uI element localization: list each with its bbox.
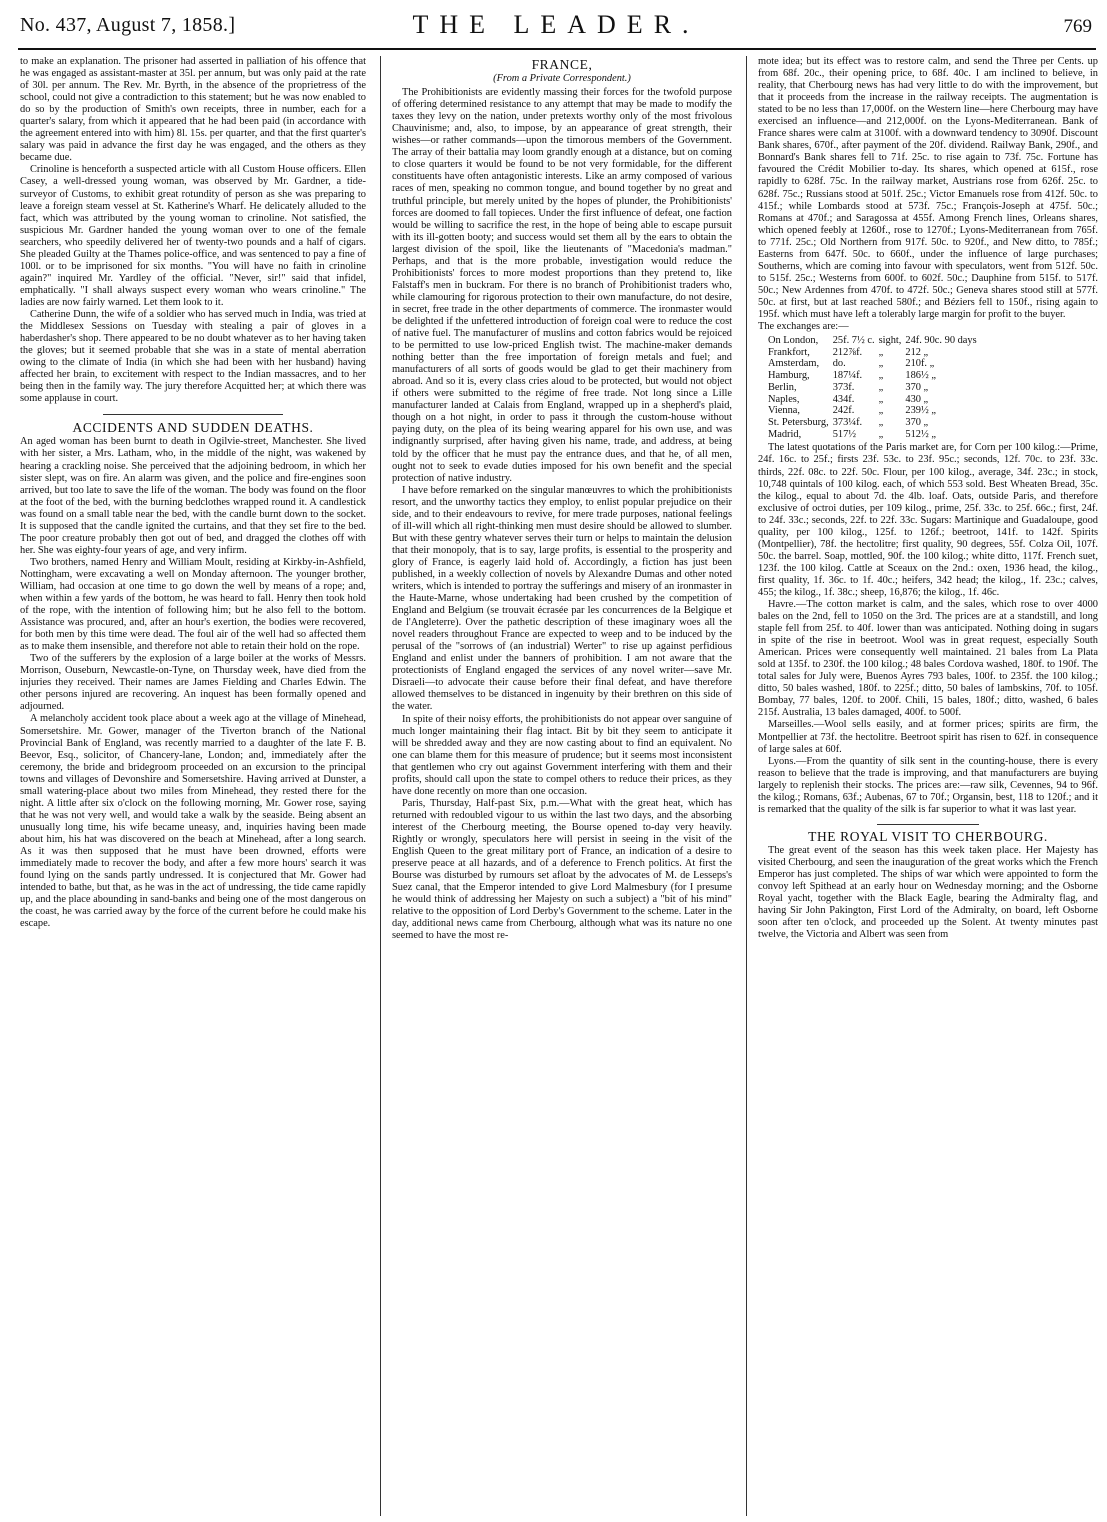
table-cell: 370 „ [905,417,929,428]
article-paragraph: The Prohibitionists are evidently massing their forces for the twofold purpose of offering determined resistance to any attempt that may be made to modify the taxes they levy on the nation, under pretexts worthy only of the most frivolous Chauvinisme; and, also, to impose, by an appearance of great strength, their wishes—or rather commands—upon the timorous members of the Government. The array of their battalia may loom grandly enough at a distance, but on coming to close quarters it would be found to be not very formidable, for the different constituents have often antagonistic interests. Like an army composed of various races of men, speaking no common tongue, and bound together by no great and truthful principle, but merely united by the hopes of plunder, the Prohibitionists' forces are doomed to fall topieces. Under the first influence of defeat, one faction would be willing to sacrifice the rest, in the hope of being able to escape pursuit with its ill-gotten booty; and success would set them all by the ears to obtain the largest division of the spoil, like the lieutenants of "Macedonia's madman." Perhaps, and that is the more probable, investigation would reduce the Prohibitionists' forces to more modest proportions than they pretend to, like Falstaff's men in buckram. For there is no branch of Prohibitionist traders who, while clamouring for rigorous protection to their own manufacture, do not desire, in secret, free trade in the other departments of commerce. The ironmaster would be delighted if the unfettered introduction of foreign coal were to reduce the cost of native fuel. The manufacturer of muslins and cotton fabrics would be rejoiced to be permitted to use low-priced English twist. The machine-maker demands nothing better than the free importation of foreign metals and fuel; and manufacturers of all sorts of goods would be glad to get their machinery from abroad. And so it is, every class cries aloud to be protected, but would not object if others were submitted to the régime of free trade. Not long since a Lille manufacturer landed at Calais from England, wrapped up in a shepherd's plaid, though on a hot night, in order to pass it through the custom-house without paying duty, on the plea of its being wearing apparel for his own use, and was indignantly surprised, after having given his name, trade, and address, at being told by the officer that he must pay the entrance dues, and that he, of all men, ought not to seek to evade duties imposed for his own benefit and the special protection of native industry. [392,87,732,484]
column-rule-1 [380,56,381,1516]
section-divider [877,824,979,825]
table-cell: 370 „ [905,381,929,393]
table-cell: 430 „ [905,393,929,405]
table-cell: On London, [768,335,819,347]
table-cell: 242f. [832,405,855,417]
article-paragraph: Havre.—The cotton market is calm, and the sales, which rose to over 4000 bales on the 2nd, fell to 1050 on the 3rd. The prices are at a standstill, and long staple fell from 25f. to 40f. lower than was anticipated. Nothing doing in sugars in spite of the rise in beetroot. Wool was in great request, especially South American. Prices were consequently well maintained. 21 bales from La Plata sold at 135f. to 230f. the 100 kilog.; 48 bales Cordova washed, 180f. to 190f. The total sales for July were, Buenos Ayres 793 bales, 100f. to 235f. the 100 kilog.; ditto, 50 bales washed, 180f. to 225f.; ditto, 50 bales of lambskins, 70f. to 105f. Bombay, 77 bales, 120f. to 200f. Chili, 15 bales, 180f.; ditto, washed, 6 bales 215f. Australia, 13 bales damaged, 400f. to 500f. [758,599,1098,719]
article-paragraph: The latest quotations of the Paris market are, for Corn per 100 kilog.:—Prime, 24f. 16c. to 25f.; firsts 23f. 53c. to 23f. 95c.; seconds, 12f. 70c. to 23f. 33c. thirds, 22f. 08c. to 22f. 50c. Flour, per 100 kilog., average, 34f. 23c.; in stock, 10,748 quintals of 100 kilog. each, of which 553 sold. Best Wheaten Bread, 35c. the kilog., equal to about 7d. the 4lb. loaf. Oats, outside Paris, and therefore exclusive of octroi duties, per 109 kilog., prime, 25f. 33c. to 25f. 66c.; first, 24f. to 24f. 33c.; seconds, 22f. to 22f. 33c. Sugars: Martinique and Guadaloupe, good quality, per 100 kilog., 125f. to 126f.; beetroot, 141f. to 142f. Spirits (Montpellier), 78f. the hectolitre; first quality, 90 degrees, 55f. Colza Oil, 107f. 50c. the barrel. Soap, mottled, 90f. the 100 kilog.; white ditto, 117f. French suet, 123f. the 100 kilog. Cattle at Sceaux on the 2nd.: oxen, 1936 head, the kilog., first quality, 1f. 36c. to 1f. 40c.; heifers, 342 head; the kilog., 1f. 23c.; calves, 455; the kilog., 1f. 38c.; sheep, 16,876; the kilog., 1f. 46c. [758,442,1098,598]
article-paragraph: Crinoline is henceforth a suspected article with all Custom House officers. Ellen Casey, a well-dressed young woman, was observed by Mr. Gardner, a tide-surveyor of Customs, to exhibit great rotundity of person as she was preparing to leave a foreign steam vessel at St. Katherine's Wharf. He delicately alluded to the fact, which was attributed by the young woman to crinoline. Not satisfied, the suspicious Mr. Gardner handed the young woman over to one of the female searchers, who speedily delivered her of twenty-two pounds and a half of cigars. She pleaded Guilty at the Thames police-office, and was sentenced to pay a fine of 100l. or to be imprisoned for six months. "You will have no faith in crinoline again?" inquired Mr. Yardley of the official. "Never, sir!" said that infidel, emphatically. "I shall always suspect every woman who wears crinoline." The ladies are now fairly warned. Let them look to it. [20,164,366,308]
table-row [768,382,981,394]
article-paragraph: The great event of the season has this week taken place. Her Majesty has visited Cherbourg, and seen the inauguration of the great works which the French Emperor has just completed. The ships of war which were appointed to form the convoy left Spithead at an early hour on Wednesday morning; and the Osborne Royal yacht, together with the Black Eagle, bearing the Admiralty flag, and having Sir John Pakington, First Lord of the Admiralty, on board, left Osborne soon after ten o'clock, and proceeded up the Solent. At twenty minutes past twelve, the Victoria and Albert was seen from [758,844,1098,941]
table-cell: Berlin, [768,381,797,393]
section-heading: FRANCE, [531,57,593,72]
table-cell: Vienna, [768,405,800,417]
article-paragraph: I have before remarked on the singular manœuvres to which the prohibitionists resort, and the unworthy tactics they employ, to enlist popular prejudice on their side, and to their endeavours to revive, for mere trade purposes, national feelings of ill-will which all right-thinking men must desire should be allowed to slumber. But with these gentry whatever serves their turn or helps to maintain the delusion that their monopoly, that is to say, large profits, is essential to the prosperity and glory of France, is eagerly laid hold of. Accordingly, a fiction has just been published, in a weekly collection of novels by Alexandre Dumas and other noted writers, which is intended to portray the sufferings and misery of an ironmaster in the Haute-Marne, whose undertaking had been crushed by the competition of England and Belgium (se trouvait écrasée par les concurrences de la Belgique et de l'Angleterre). Over the pathetic description of these imaginary woes all the novel readers throughout France are expected to weep and to be induced by the perusal of the "sorrows of (an industrial) Werter" to rise up against perfidious England and enlist under the banners of prohibition. I am not aware that the protectionists of England engaged the services of any novel writer—save Mr. Disraeli—to advocate their cause before their final defeat, and have therefore allowed themselves to be distanced in ingenuity by their brethren on this side of the water. [392,484,732,713]
table-row [768,358,981,370]
article-paragraph: A melancholy accident took place about a week ago at the village of Minehead, Somersetshire. Mr. Gower, manager of the Tiverton branch of the National Provincial Bank of England, was recently married to a daughter of the late F. B. Beevor, Esq., solicitor, of Chancery-lane, London; and, immediately after the ceremony, the bride and bridegroom proceeded on an excursion to the principal towns and villages of Devonshire and Somersetshire. Having arrived at Dunster, a small watering-place about two miles from Minehead, they rested there for the night. A little after six o'clock on the following morning, Mr. Gower rose, saying that he was not very well, and would take a walk by the seaside. Being absent an unusually long time, his wife became uneasy, and, inquiries having been made about him, his hat was discovered on the beach at Minehead, after a long search. As it was then supposed that he must have been drowned, efforts were immediately made to recover the body, and after a few more hours' search it was found lying on the sands partly undressed. It is conjectured that Mr. Gower had intended to bathe, but that, as he was in the act of undressing, the tide came rapidly up, and the place abounding in sand-banks and being one of the most dangerous on the coast, he was carried away by the force of the current before he could make his escape. [20,713,366,930]
article-paragraph: Two of the sufferers by the explosion of a large boiler at the works of Messrs. Morrison, Ouseburn, Newcastle-on-Tyne, on Thursday week, have died from the injuries they received. Their names are James Fielding and Charles Edwin. The other persons injured are recovering. An inquest has been formally opened and adjourned. [20,653,366,713]
table-cell: 25f. 7½ c. [832,335,875,347]
table-cell: „ [878,393,884,405]
issue-line: No. 437, August 7, 1858.] [20,14,236,36]
table-cell: „ [878,358,884,370]
article-paragraph: Paris, Thursday, Half-past Six, p.m.—What with the great heat, which has returned with redoubled vigour to us within the last two days, and the absorbing interest of the Cherbourg meeting, the Bourse opened to-day very heavily. Rightly or wrongly, speculators here will persist in seeing in the visit of the English Queen to the great military port of France, an indication of a desire to preserve peace at all hazards, and of a deference to French politics. At first the Bourse was disturbed by rumours set afloat by the advocates of M. de Lesseps's Suez canal, that the Emperor intended to give Lord Malmesbury (for I presume he would think of addressing her Majesty on such a subject) a "bit of his mind" relative to the opposition of Lord Derby's Government to the scheme. Later in the day, additional news came from Cherbourg, although what was its nature no one seemed to have the most re- [392,797,732,942]
table-cell: „ [878,346,884,358]
table-cell: 186½ „ [905,370,936,382]
table-cell: do. [832,358,846,370]
column-3 [758,56,1098,1516]
table-cell: Naples, [768,393,800,405]
section-heading: THE ROYAL VISIT TO CHERBOURG. [808,828,1048,844]
page-number: 769 [1063,16,1092,37]
table-row [768,417,981,429]
table-row [768,394,981,406]
article-paragraph: In spite of their noisy efforts, the prohibitionists do not appear over sanguine of much longer maintaining their flag intact. Bit by bit they seem to anticipate it will be shredded away and they are now casting about to find an equivalent. No one can blame them for this measure of prudence; but it seems most inconsistent that gentlemen who cry out against Government interfering with them and their profits, should call upon the state to compel others to reduce their prices, as they have done recently on more than one occasion. [392,713,732,797]
table-cell: 517½ [832,428,857,440]
table-row [768,429,981,441]
table-row [768,335,981,347]
table-cell: 212 „ [905,346,929,358]
table-cell: 210f. „ [905,358,935,370]
table-cell: 373¼f. [832,417,863,428]
table-cell: „ [878,381,884,393]
table-row [768,370,981,382]
section-divider [103,414,283,415]
article-paragraph: Catherine Dunn, the wife of a soldier who has served much in India, was tried at the Middlesex Sessions on Tuesday with stealing a pair of gloves in a haberdasher's shop. There appeared to be no doubt whatever as to her having taken the gloves; but it seemed probable that she was in a state of mental aberration owing to the climate of India (in which she had been with her husband) having affected her brain, to excitement with respect to the Indian massacres, and to her being then in the family way. The jury therefore Acquitted her; at which there was some applause in court. [20,308,366,405]
table-cell: Madrid, [768,428,802,440]
article-paragraph: Marseilles.—Wool sells easily, and at former prices; spirits are firm, the Montpellier at 73f. the hectolitre. Beetroot spirit has risen to 62f. in consequence of large sales at 60f. [758,719,1098,755]
column-1 [20,56,366,1516]
page-header [16,6,1096,46]
article-paragraph: Lyons.—From the quantity of silk sent in the counting-house, there is every reason to believe that the trade is improving, and that manufacturers are buying largely to replenish their stocks. The prices are:—raw silk, Cevennes, 94 to 96f. the kilog.; Romans, 63f.; Aubenas, 67 to 70f.; Organsin, best, 118 to 120f.; and it is remarked that the quality of the silk is far superior to what it was last year. [758,755,1098,815]
table-cell: Frankfort, [768,346,810,358]
table-cell: „ [878,370,884,382]
article-paragraph: to make an explanation. The prisoner had asserted in palliation of his offence that he was engaged as assistant-master at 35l. per annum, but was only paid at the rate of 30l. per annum. The Rev. Mr. Byrth, in the absence of the proprietress of the school, could not give a contradiction to this statement; but he was now enabled to do so by the production of Smith's own receipts, three in number, each for a quarter's salary, from which it appeared that he had been paid (in accordance with the agreement entered into with him) 8l. 15s. per quarter, and that the first quarter's salary was paid in advance the first day he was engaged, and the others as they became due. [20,56,366,164]
table-cell: 212⅞f. [832,346,863,358]
table-row [768,405,981,417]
table-cell: „ [878,428,884,440]
table-cell: St. Petersburg, [768,417,829,428]
column-2 [392,56,732,1516]
article-paragraph: mote idea; but its effect was to restore calm, and send the Three per Cents. up from 68f. 20c., their opening price, to 68f. 40c. I am inclined to believe, in reality, that Cherbourg news has had very little to do with the improvement, but that it proceeds from the increase in the railway receipts. The augmentation is stated to be no less than 17,000f. on the Western line—here Cherbourg may have exercised an influence—and 212,000f. on the Lyons-Mediterranean. Bank of France shares were calm at 3100f. with a downward tendency to 3090f. Discount Bank shares, 670f., after payment of the 20f. dividend. Railway Bank, 290f., and Bonnard's Bank shares fell to 71f. 25c. to rise again to 73f. 75c. Fortune has favoured the Crédit Mobilier to-day. Its shares, which opened at 615f., rose rapidly to 628f. 75c. In the railway market, Austrians rose from 626f. 25c. to 628f. 75c.; Russians stood at 501f. 25c.; Victor Emanuels rose from 412f. 50c. to 415f.; while Lombards stood at 573f. 75c.; François-Joseph at 475f. 50c.; Romans at 470f.; and Saragossa at 455f. Among French lines, Orleans shares, which opened feebly at 1260f., rose to 1270f.; Lyons-Mediterranean from 765f. to 771f. 25c.; Old Northern from 917f. 50c. to 920f., and New ditto, to 785f.; Easterns from 647f. 50c. to 660f., under the influence of large purchases; Southerns, which are coming into favour with speculators, went from 512f. 50c. to 515f. 25c.; Westerns from 600f. to 602f. 50c.; Dauphine from 515f. to 517f. 50c.; New Ardennes from 470f. to 472f. 50c.; Geneva shares stood still at 577f. 50c. at first, but at last reached 580f.; and Béziers fell to 150f., rising again to 195f. which must have left a tolerably large margin for profit to the buyer. [758,56,1098,320]
table-cell: Hamburg, [768,370,810,382]
table-cell: 373f. [832,381,855,393]
table-cell: 24f. 90c. 90 days [905,335,977,347]
table-cell: 187¼f. [832,370,863,382]
table-row [768,347,981,359]
article-paragraph: The exchanges are:— [758,321,849,333]
table-cell: 512½ „ [905,428,936,440]
exchange-rates-table [768,335,981,440]
table-cell: Amsterdam, [768,358,820,370]
column-rule-2 [746,56,747,1516]
table-cell: 239½ „ [905,405,936,417]
article-paragraph: Two brothers, named Henry and William Moult, residing at Kirkby-in-Ashfield, Nottingham, were excavating a well on Monday afternoon. The younger brother, William, had occasion at one time to go down the well by means of a rope; and, when within a few yards of the bottom, he was heard to fall. Henry then took hold of the rope, with the intention of following him; but he also fell to the bottom. Assistance was procured, and, after an hour's exertion, the bodies were recovered, for both men by this time were dead. The foul air of the well had so affected them as to make them insensible, and therefore not able to retain their hold on the rope. [20,556,366,653]
article-paragraph: An aged woman has been burnt to death in Ogilvie-street, Manchester. She lived with her sister, a Mrs. Latham, who, in the middle of the night, was wakened by hearing a crackling noise. She perceived that the adjoining bedroom, in which her sister slept, was on fire. An alarm was given, and the police and fire-engines soon arrived, but too late to save the life of the woman. The body was found on the floor at the foot of the bed, with the burning bedclothes wrapped round it. A candlestick was found on a small table near the bed, with the candle burnt down to the socket. It is supposed that the candle ignited the curtains, and that they set fire to the bed. The poor creature probably then got out of bed, and dragged the clothes off with her. She was eighty-four years of age, and very infirm. [20,436,366,556]
table-cell: 434f. [832,393,855,405]
table-cell: sight, [878,335,902,347]
header-rule [18,48,1096,50]
correspondent-line: (From a Private Correspondent.) [493,73,631,85]
newspaper-title: THE LEADER. [412,10,700,39]
table-cell: „ [878,417,884,428]
table-cell: „ [878,405,884,417]
section-heading: ACCIDENTS AND SUDDEN DEATHS. [72,420,314,436]
